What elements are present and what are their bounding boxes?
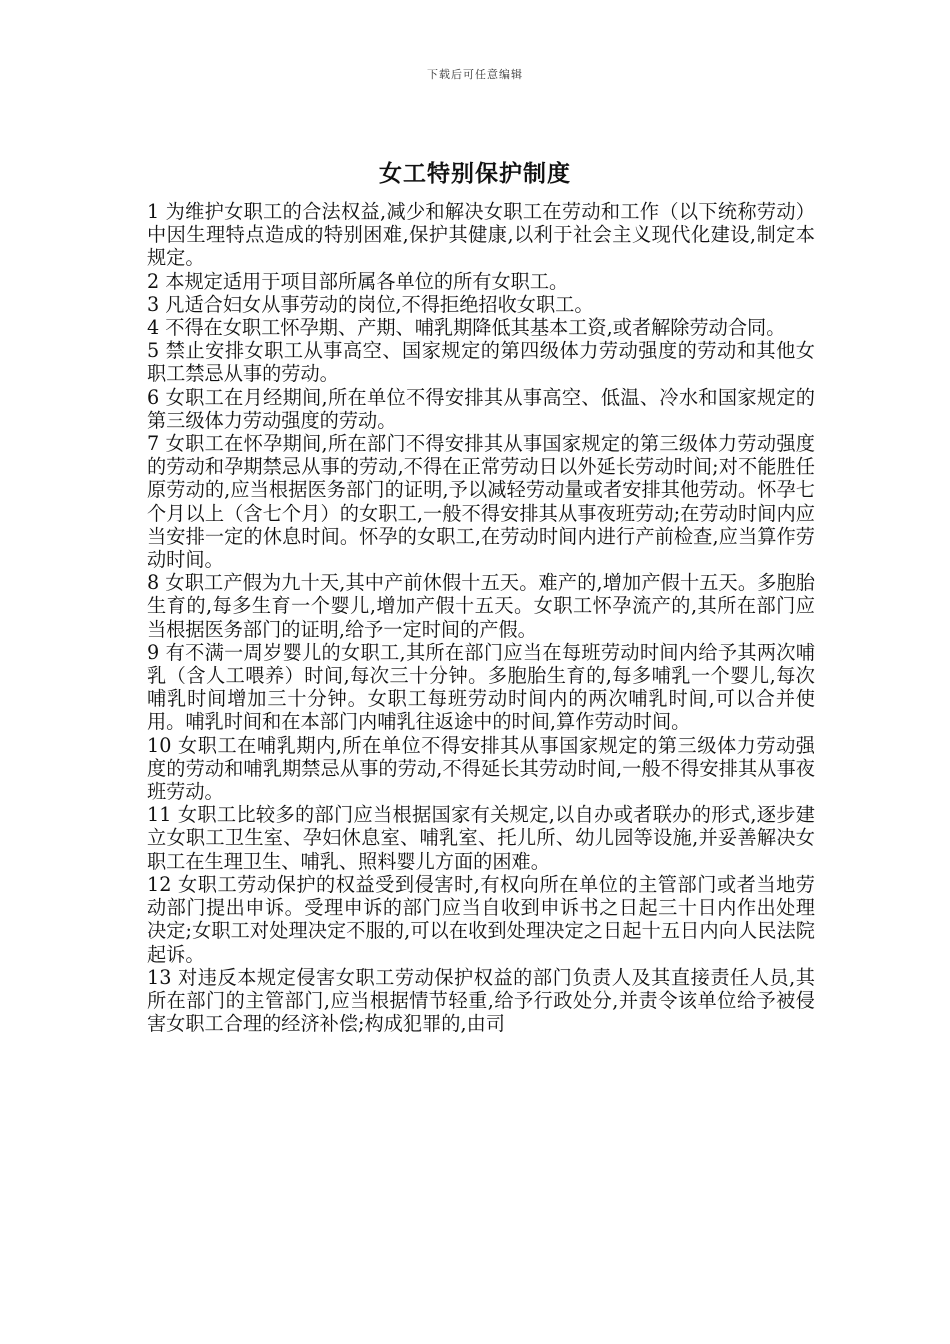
paragraph-7: 7 女职工在怀孕期间,所在部门不得安排其从事国家规定的第三级体力劳动强度的劳动和孕期禁忌从事的劳动,不得在正常劳动日以外延长劳动时间;对不能胜任原劳动的,应当根据医务部门的证明,予以减轻劳动量或者安排其他劳动。怀孕七个月以上（含七个月）的女职工,一般不得安排其从事夜班劳动;在劳动时间内应当安排一定的休息时间。怀孕的女职工,在劳动时间内进行产前检查,应当算作劳动时间。 — [147, 432, 815, 572]
paragraph-1: 1 为维护女职工的合法权益,减少和解决女职工在劳动和工作（以下统称劳动）中因生理特点造成的特别困难,保护其健康,以利于社会主义现代化建设,制定本规定。 — [147, 200, 815, 270]
paragraph-12: 12 女职工劳动保护的权益受到侵害时,有权向所在单位的主管部门或者当地劳动部门提出申诉。受理申诉的部门应当自收到申诉书之日起三十日内作出处理决定;女职工对处理决定不服的,可以在收到处理决定之日起十五日内向人民法院起诉。 — [147, 872, 815, 966]
paragraph-6: 6 女职工在月经期间,所在单位不得安排其从事高空、低温、冷水和国家规定的第三级体力劳动强度的劳动。 — [147, 385, 815, 432]
paragraph-5: 5 禁止安排女职工从事高空、国家规定的第四级体力劳动强度的劳动和其他女职工禁忌从事的劳动。 — [147, 339, 815, 386]
download-note: 下载后可任意编辑 — [427, 68, 523, 81]
document-body — [147, 200, 815, 1035]
paragraph-13: 13 对违反本规定侵害女职工劳动保护权益的部门负责人及其直接责任人员,其所在部门的主管部门,应当根据情节轻重,给予行政处分,并责令该单位给予被侵害女职工合理的经济补偿;构成犯罪的,由司 — [147, 965, 815, 1036]
paragraph-4: 4 不得在女职工怀孕期、产期、哺乳期降低其基本工资,或者解除劳动合同。 — [147, 316, 786, 340]
paragraph-8: 8 女职工产假为九十天,其中产前休假十五天。难产的,增加产假十五天。多胞胎生育的,每多生育一个婴儿,增加产假十五天。女职工怀孕流产的,其所在部门应当根据医务部门的证明,给予一定时间的产假。 — [147, 571, 815, 641]
paragraph-9: 9 有不满一周岁婴儿的女职工,其所在部门应当在每班劳动时间内给予其两次哺乳（含人工喂养）时间,每次三十分钟。多胞胎生育的,每多哺乳一个婴儿,每次哺乳时间增加三十分钟。女职工每班劳动时间内的两次哺乳时间,可以合并使用。哺乳时间和在本部门内哺乳往返途中的时间,算作劳动时间。 — [147, 640, 815, 734]
paragraph-2: 2 本规定适用于项目部所属各单位的所有女职工。 — [147, 269, 569, 293]
paragraph-10: 10 女职工在哺乳期内,所在单位不得安排其从事国家规定的第三级体力劳动强度的劳动和哺乳期禁忌从事的劳动,不得延长其劳动时间,一般不得安排其从事夜班劳动。 — [147, 733, 815, 804]
paragraph-11: 11 女职工比较多的部门应当根据国家有关规定,以自办或者联办的形式,逐步建立女职工卫生室、孕妇休息室、哺乳室、托儿所、幼儿园等设施,并妥善解决女职工在生理卫生、哺乳、照料婴儿方面的困难。 — [147, 803, 815, 873]
document-title: 女工特别保护制度 — [379, 161, 571, 187]
paragraph-3: 3 凡适合妇女从事劳动的岗位,不得拒绝招收女职工。 — [147, 292, 594, 316]
